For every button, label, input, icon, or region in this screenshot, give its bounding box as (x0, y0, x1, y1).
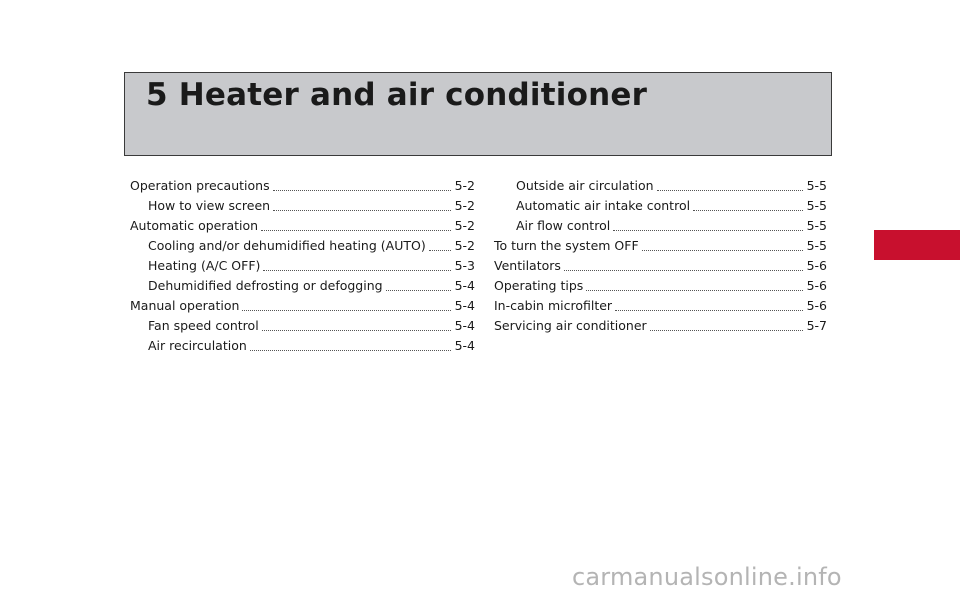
toc-entry[interactable] (494, 276, 827, 296)
toc-leader-dots (261, 230, 450, 231)
toc-entry-page: 5-2 (454, 238, 475, 253)
toc-entry-page: 5-4 (454, 338, 475, 353)
toc-entry[interactable] (130, 196, 475, 216)
toc-entry-label: How to view screen (148, 198, 271, 213)
toc-leader-dots (650, 330, 803, 331)
toc-entry[interactable] (130, 316, 475, 336)
toc-entry[interactable] (130, 296, 475, 316)
toc-entry-page: 5-3 (454, 258, 475, 273)
toc-entry-label: Air flow control (516, 218, 611, 233)
toc-entry-label: To turn the system OFF (494, 238, 639, 253)
toc-entry[interactable] (130, 276, 475, 296)
toc-entry[interactable] (130, 236, 475, 256)
toc-leader-dots (386, 290, 451, 291)
toc-entry[interactable] (494, 296, 827, 316)
toc-entry-label: Dehumidified defrosting or defogging (148, 278, 383, 293)
toc-leader-dots (273, 210, 451, 211)
toc-leader-dots (250, 350, 451, 351)
toc-entry[interactable] (130, 216, 475, 236)
toc-entry[interactable] (494, 316, 827, 336)
toc-entry-label: Servicing air conditioner (494, 318, 647, 333)
toc-entry-label: Air recirculation (148, 338, 247, 353)
toc-entry-page: 5-5 (806, 178, 827, 193)
toc-entry-page: 5-2 (454, 198, 475, 213)
toc-entry-page: 5-4 (454, 298, 475, 313)
toc-entry-label: Automatic air intake control (516, 198, 691, 213)
toc-leader-dots (693, 210, 803, 211)
watermark: carmanualsonline.info (572, 563, 842, 591)
toc-entry-label: Fan speed control (148, 318, 259, 333)
toc-column-right (494, 176, 827, 336)
toc-entry-label: Manual operation (130, 298, 240, 313)
toc-leader-dots (263, 270, 450, 271)
toc-entry-label: Ventilators (494, 258, 561, 273)
toc-entry-page: 5-6 (806, 298, 827, 313)
toc-leader-dots (273, 190, 451, 191)
toc-entry[interactable] (494, 196, 827, 216)
toc-entry[interactable] (130, 336, 475, 356)
toc-entry[interactable] (494, 176, 827, 196)
chapter-thumb-tab (874, 230, 960, 260)
toc-leader-dots (657, 190, 803, 191)
toc-entry-page: 5-6 (806, 258, 827, 273)
toc-entry[interactable] (494, 216, 827, 236)
toc-entry[interactable] (130, 256, 475, 276)
chapter-title: 5 Heater and air conditioner (146, 77, 648, 113)
toc-entry-label: Cooling and/or dehumidified heating (AUTO) (148, 238, 426, 253)
toc-entry-label: Automatic operation (130, 218, 259, 233)
toc-entry-page: 5-2 (454, 218, 475, 233)
toc-entry[interactable] (494, 256, 827, 276)
toc-entry-page: 5-5 (806, 198, 827, 213)
toc-leader-dots (564, 270, 803, 271)
toc-leader-dots (615, 310, 803, 311)
toc-entry-page: 5-2 (454, 178, 475, 193)
toc-leader-dots (262, 330, 451, 331)
toc-leader-dots (613, 230, 802, 231)
toc-entry-page: 5-7 (806, 318, 827, 333)
toc-entry-label: Operation precautions (130, 178, 270, 193)
toc-entry-page: 5-4 (454, 278, 475, 293)
toc-entry-page: 5-5 (806, 218, 827, 233)
chapter-banner (124, 72, 832, 156)
toc-entry-page: 5-5 (806, 238, 827, 253)
toc-entry-page: 5-4 (454, 318, 475, 333)
toc-entry[interactable] (494, 236, 827, 256)
toc-leader-dots (429, 250, 451, 251)
toc-entry-label: Operating tips (494, 278, 584, 293)
toc-entry-page: 5-6 (806, 278, 827, 293)
toc-entry-label: Outside air circulation (516, 178, 654, 193)
toc-column-left (130, 176, 475, 356)
toc-entry[interactable] (130, 176, 475, 196)
toc-leader-dots (586, 290, 802, 291)
toc-leader-dots (642, 250, 803, 251)
toc-entry-label: In-cabin microfilter (494, 298, 613, 313)
toc-entry-label: Heating (A/C OFF) (148, 258, 261, 273)
toc-leader-dots (242, 310, 450, 311)
